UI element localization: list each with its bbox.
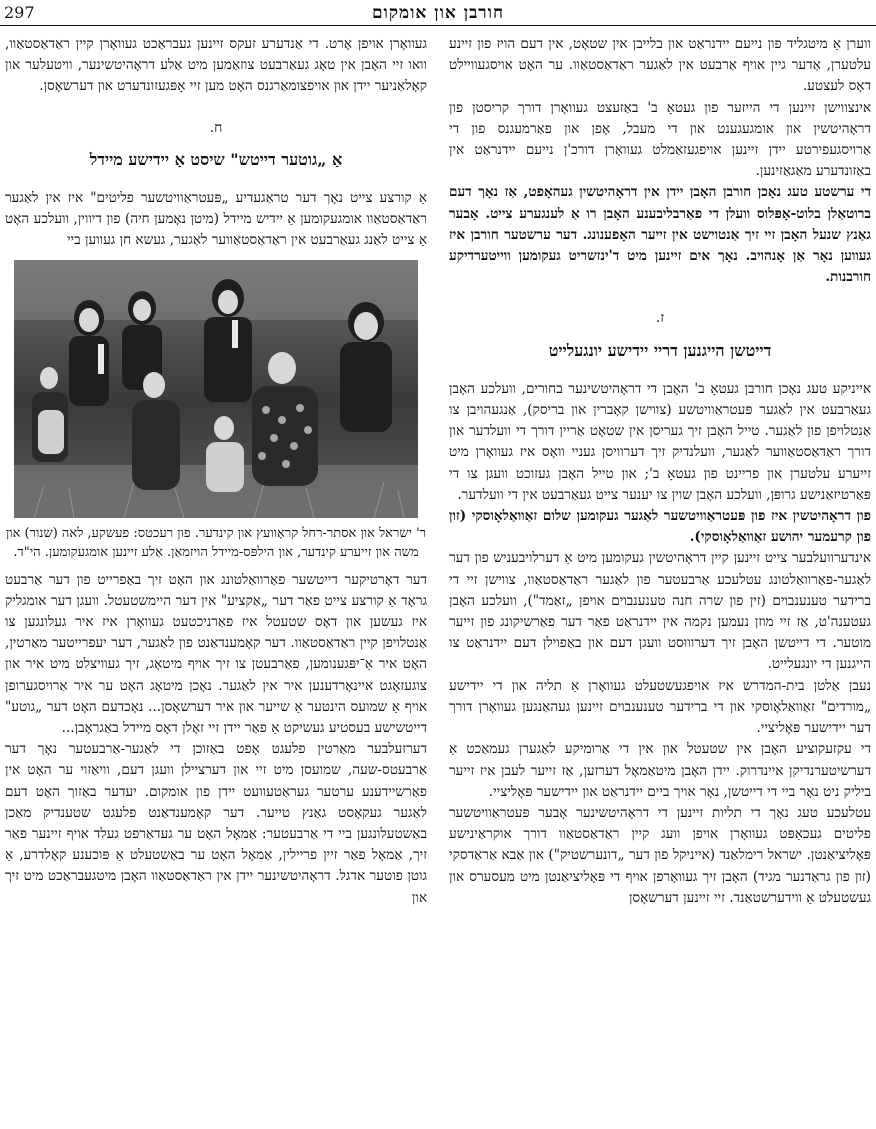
section-number: ח. (209, 119, 223, 136)
paragraph: די ערשטע טעג נאָכן חורבן האָבן יידן אין דראָהיטשין געהאָפט, אַז נאָך דעם ברוטאַלן בלוט-אָפּלוס וועלן די פאַרבליבענע האָבן רו אַ לענגערע צייט. אָבער גאַנץ שנעל האָבן זיי זיך אַנטוישט אין זייער האָפענונג. דער ערשטער חורבן איז געווען נאָר אַן אָנהויב. נאָך אים זיינען מיט ד'ינזשריט געקומען ווייטערדיקע חורבנות. (449, 184, 871, 286)
photo-caption: ר' ישראל און אסתר-רחל קראָוועץ און קינדער. פון רעכטס: פעשקע, לאה (שנור) און משה און זייערע קינדער, און הילפּס-מיידל הויזמאַן. אַלע זיינען אומגעקומען. הי"ד. (5, 525, 427, 560)
paragraph: אינצווישן זיינען די הייזער פון געטאָ ב' באַזעצט געוואָרן דורך קריסטן פון דראָהיטשין און אומגעגענט און די מעבל, אָפן און פאַרמעגנס פון די אַרויסגעפירטע יידן זיינען אויפגעזאַמלט געוואָרן דורכ'ן נייעם יידנראַט אין באַזונדערע מאַגאַזינען. (449, 99, 871, 180)
page-number: 297 (4, 3, 35, 22)
paragraph: אַ קורצע צייט נאָך דער טראַגעדיע „פּעטראַוויטשער פליטים" איז אין לאַגער ראַדאַסטאַוו אומגעקומען אַ יידיש מיידל (מיטן נאָמען חיה) פון דיווין, וועלכע האָט אַ צייט לאַנג געאַרבעט אין ראַדאַסטאַווער לאַגער, געשא חן געווען ביי (5, 190, 427, 249)
running-title: חורבן און אומקום (371, 2, 505, 23)
paragraph: פון דראָהיטשין איז פון פּעטראַוויטשער לאַגער געקומען שלום זאַוואַלאָוסקי (זון פון קרעמער יהושע זאַוואַלאָוסקי). (449, 508, 871, 546)
section-title: אַ „גוטער דייטש" שיסט אַ יידישע מיידל (89, 149, 343, 169)
section-number: ז. (655, 310, 665, 327)
family-group-photo-icon (14, 260, 418, 518)
paragraph: אייניקע טעג נאָכן חורבן געטאָ ב' האָבן די דראָהיטשינער בחורים, וועלכע האָבן געאַרבעט אין לאַגער פּעטראַוויטשע (צווישן קאָברין און בריסק), אַנגעהויבן צו אַנטלויפן פון לאַגער. טייל האָבן זיך געריסן אין שטאָט אַריין דורך די וועלדער און דורך ראַדאַסטאַווער לאַגער, וועלנדיק זיך דערוויסן געניי וואָס איז געוואָרן מיט זייערע עלטערן און פריינט פון געטאָ ב'; און טייל האָבן געזוכט וועגן צו די פּאַרטיזאַנישע גרופּן, וועלכע האָבן שוין צו יענער צייט געאַרבעט אין די וועלדער. (449, 380, 871, 503)
left-column (5, 34, 427, 1124)
paragraph: די עקזעקוציע האָבן אין שטעטל און אין די אַרומיקע לאַגערן געמאַכט אַ דערשיטערנדיקן איינדרוק. יידן האָבן מיטאַמאָל דערזען, אַז זייער לעבן איז זייער ביליק ניט נאָר ביי די דייטשן, נאָר אויך ביים יידנראַט און יידישער פּאָליציי. (449, 741, 871, 800)
paragraph: ווערן אַ מיטגליד פון נייעם יידנראַט און בלייבן אין שטאָט, אין דעם הויז פון זיינע עלטערן, אַדער גיין אויף אַרבעט אין לאַגער ראַדאַסטאַוו. ער האָט אויסגעוויילט דאָס לעצטע. (449, 36, 871, 95)
paragraph: דער דאָרטיקער דייטשער פאַרוואַלטונג און האָט זיך באַפרייט פון דער אַרבעט גראָד אַ קורצע צייט פאַר דער „אַקציע" אין דער היימשטעטל. וועגן דער אומגליק איז געשען און דאָס שטעטל איז פאַרניכטעט געוואָרן איז איר געלונגען צו אַנטלויפן קיין ראַדאַסטאַוו. דער קאָמענדאַנט פון לאַגער, דער יעפרייטער מאַרטין, האָט איר אַ־יפּגענומען, פאַרבעטן צו זיך אויף מיטאָג, זיך געוויצלט מיט איר און צוגעזאָגט איינאָרדענען איר אין לאַגער. נאָכן מיטאָג האָט ער איר אַרויסגערופן אויף אַ שמועס הינטער אַ שייער און איר דערשאָסן... נאָכדעם האָט דער „גוטע" דייטשישע בעסטיע געשיקט אַ פאַר יידן זיי זאָלן דאָס מיידל באַגראָבן... (5, 571, 427, 737)
paragraph: עטלעכע טעג נאָך די תליות זיינען די דראָהיטשינער אָבער פּעטראַוויטשער פליטים געכאַפּט געוואָרן אויפן וועג קיין ראַדאַסטאַוו דורך אוקראַינישע פּאָליציאַנטן. ישראל רימלאַנד (אייניקל פון דער „דונערשטיק") און אַבא אַראַדסקי (זון פון גראַדנער מגיד) האָבן זיך געוואָרפן אויף די פּאָליציאַנטן מיט מעסערס און געשטעלט אַ ווידערשטאַנד. זיי זיינען דערשאָסן (449, 804, 871, 906)
paragraph: אינדערוועלבער צייט זיינען קיין דראָהיטשין געקומען מיט אַ דערלויבעניש פון דער לאַגער-פאַרוואַלטונג עטלעכע אַרבעטער פון לאַגער ראַדאַסטאַוו, צווישן זיי די ברידער טענענבוים (זין פון שרה חנה טענענבוים אויפן „זאַמד"), וועלכע האָבן געטענה'ט, אַז זיי מוזן נעמען נקמה אין יידנראַט פאַר דער פאַרשיקונג פון זייער מוטער. די דייטשן האָבן זיך דערוווּסט וועגן דעם און באַפוילן דעם יידנראַט צו הייגנען די יונגעלייט. (449, 550, 871, 673)
page-header (0, 0, 876, 26)
section-title: דייטשן הייגנען דריי יידישע יונגעלייט (548, 340, 772, 360)
paragraph: געוואָרן אויפן אָרט. די אַנדערע זעקס זיינען געבראַכט געוואָרן קיין ראַדאַסטאַוו, וואו זיי האָבן אין טאָג געאַרבעט צוזאַמען מיט אַלע דראָהיטשינער, וויטעלער און קאָלאַניער יידן און אויפצומאַרגנס האָט מען זיי אָפּגעזונדערט און דערשאָסן. (5, 36, 427, 95)
right-column (449, 34, 871, 1124)
family-photo (14, 260, 418, 518)
paragraph: דערזעלבער מאַרטין פלעגט אָפט באַזוכן די לאַגער-אַרבעטער נאָך דער אַרבעטס-שעה, שמועסן מיט זיי און דערציילן וועגן דעם, וויאַזוי ער האָט אין פאַרשיידענע ערטער געראַטעוועט יידן פון אומקום. יעדער באַזוך האָט דעם לאַגער געקאָסט גאַנץ טייער. דער קאָמענדאַנט פלעגט שטענדיק מאַכן באַשטעלונגען ביי די אַרבעטער: אַמאָל האָט ער געדאַרפט געלד אויף זיינער פאַר זיך, אַמאָל פאַר זיין פריילין, אַמאָל האָט ער באַשטעלט אַ פּוכענע קאָלדרע, אַ גוטן פוטער אדגל. דראָהיטשינער יידן אין ראַדאַסטאַוו האָבן מיטגעבראַכט מיט זיך און (5, 741, 427, 906)
paragraph: נעבן אַלטן בית-המדרש איז אויפגעשטעלט געוואָרן אַ תליה און די יידישע „מורדים" זאַוואַלאָוסקי און די ברידער טענענבוים זיינען געהאַנגען געוואָרן דורך דער יידישער פּאָליציי. (449, 677, 871, 737)
